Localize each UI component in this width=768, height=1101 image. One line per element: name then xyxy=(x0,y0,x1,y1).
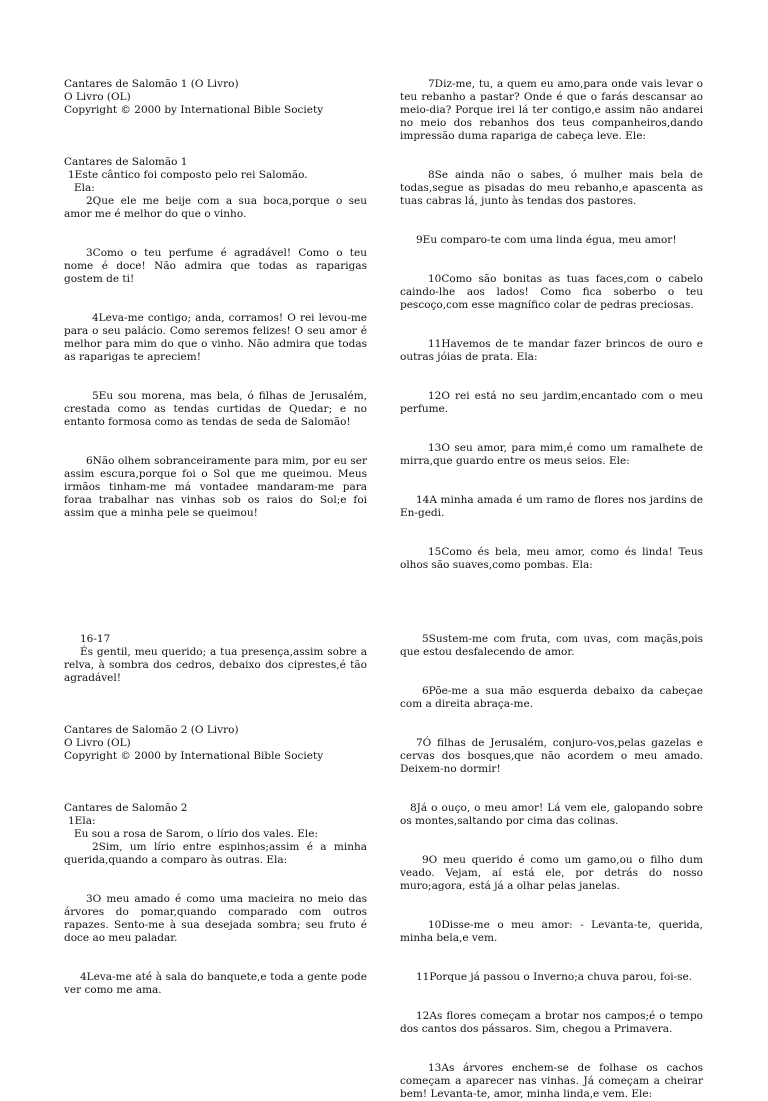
verse-10b: 10Disse-me o meu amor: - Levanta-te, querida, minha bela,e vem. xyxy=(400,919,703,944)
verse-8: 8Se ainda não o sabes, ó mulher mais bela de todas,segue as pisadas do meu rebanho,e apascenta as tuas cabras lá, junto às tendas dos pastores. xyxy=(400,169,703,207)
verse-11b: 11Porque já passou o Inverno;a chuva parou, foi-se. xyxy=(416,971,693,983)
verse-2b: 2Sim, um lírio entre espinhos;assim é a minha querida,quando a comparo às outras. Ela: xyxy=(64,841,367,866)
verse-3b: 3O meu amado é como uma macieira no meio das árvores do pomar,quando comparado com outros rapazes. Sento-me à sua desejada sombra; seu fruto é doce ao meu paladar. xyxy=(64,893,367,944)
verse-14: 14A minha amada é um ramo de flores nos jardins de En-gedi. xyxy=(400,494,703,519)
version-line-2: O Livro (OL) xyxy=(64,737,131,749)
column-bottom-right xyxy=(400,633,703,1101)
verse-16-17: És gentil, meu querido; a tua presença,assim sobre a relva, à sombra dos cedros, debaixo dos ciprestes,é tão agradável! xyxy=(64,646,367,684)
book-header-line-2: Cantares de Salomão 2 (O Livro) xyxy=(64,724,239,736)
verse-12b: 12As flores começam a brotar nos campos;é o tempo dos cantos dos pássaros. Sim, chegou a Primavera. xyxy=(400,1010,703,1035)
column-top-left xyxy=(64,78,367,520)
verse-7: 7Diz-me, tu, a quem eu amo,para onde vais levar o teu rebanho a pastar? Onde é que o farás descansar ao meio-dia? Porque irei lá ter contigo,e assim não andarei no meio dos rebanhos dos teus companheiros,dando impressão duma rapariga de cabeça leve. Ele: xyxy=(400,78,703,142)
verse-8b: 8Já o ouço, o meu amor! Lá vem ele, galopando sobre os montes,saltando por cima das colinas. xyxy=(400,802,703,827)
verse-9b: 9O meu querido é como um gamo,ou o filho dum veado. Vejam, aí está ele, por detrás do nosso muro;agora, está já a olhar pelas janelas. xyxy=(400,854,703,892)
verse-2: 2Que ele me beije com a sua boca,porque o seu amor me é melhor do que o vinho. xyxy=(64,195,367,220)
copyright-line-2: Copyright © 2000 by International Bible Society xyxy=(64,750,324,762)
verse-4: 4Leva-me contigo; anda, corramos! O rei levou-me para o seu palácio. Como seremos felizes! O seu amor é melhor para mim do que o vinho. Não admira que todas as raparigas te apreciem! xyxy=(64,312,367,363)
copyright-line: Copyright © 2000 by International Bible Society xyxy=(64,104,324,116)
verse-6: 6Não olhem sobranceiramente para mim, por eu ser assim escura,porque foi o Sol que me queimou. Meus irmãos tinham-me má vontadee mandaram-me para foraa trabalhar nas vinhas sob os raios do Sol;e foi assim que a minha pele se queimou! xyxy=(64,455,367,519)
version-line: O Livro (OL) xyxy=(64,91,131,103)
column-bottom-left xyxy=(64,633,367,997)
verse-1-text: Eu sou a rosa de Sarom, o lírio dos vales. Ele: xyxy=(74,828,318,840)
verse-13: 13O seu amor, para mim,é como um ramalhete de mirra,que guardo entre os meus seios. Ele: xyxy=(400,442,703,467)
verse-15: 15Como és bela, meu amor, como és linda! Teus olhos são suaves,como pombas. Ela: xyxy=(400,546,703,571)
verse-13b: 13As árvores enchem-se de folhase os cachos começam a aparecer nas vinhas. Já começam a cheirar bem! Levanta-te, amor, minha linda,e vem. Ele: xyxy=(400,1062,703,1100)
verse-16-17-ref: 16-17 xyxy=(80,633,111,645)
column-top-right xyxy=(400,78,703,572)
chapter-title: Cantares de Salomão 1 xyxy=(64,156,188,168)
verse-9: 9Eu comparo-te com uma linda égua, meu amor! xyxy=(416,234,677,246)
chapter-title-2: Cantares de Salomão 2 xyxy=(64,802,188,814)
verse-1: 1Este cântico foi composto pelo rei Salomão. xyxy=(68,169,308,181)
verse-5b: 5Sustem-me com fruta, com uvas, com maçãs,pois que estou desfalecendo de amor. xyxy=(400,633,703,658)
verse-1-speaker: 1Ela: xyxy=(68,815,96,827)
verse-11: 11Havemos de te mandar fazer brincos de ouro e outras jóias de prata. Ela: xyxy=(400,338,703,363)
verse-4b: 4Leva-me até à sala do banquete,e toda a gente pode ver como me ama. xyxy=(64,971,367,996)
verse-10: 10Como são bonitas as tuas faces,com o cabelo caindo-lhe aos lados! Como fica soberbo o teu pescoço,com esse magnífico colar de pedras preciosas. xyxy=(400,273,703,311)
verse-7b: 7Ó filhas de Jerusalém, conjuro-vos,pelas gazelas e cervas dos bosques,que não acordem o meu amado. Deixem-no dormir! xyxy=(400,737,703,775)
verse-5: 5Eu sou morena, mas bela, ó filhas de Jerusalém, crestada como as tendas curtidas de Quedar; e no entanto formosa como as tendas de seda de Salomão! xyxy=(64,390,367,428)
book-header-line: Cantares de Salomão 1 (O Livro) xyxy=(64,78,239,90)
verse-6b: 6Põe-me a sua mão esquerda debaixo da cabeçae com a direita abraça-me. xyxy=(400,685,703,710)
verse-12: 12O rei está no seu jardim,encantado com o meu perfume. xyxy=(400,390,703,415)
verse-3: 3Como o teu perfume é agradável! Como o teu nome é doce! Não admira que todas as raparigas gostem de ti! xyxy=(64,247,367,285)
speaker-label: Ela: xyxy=(74,182,95,194)
